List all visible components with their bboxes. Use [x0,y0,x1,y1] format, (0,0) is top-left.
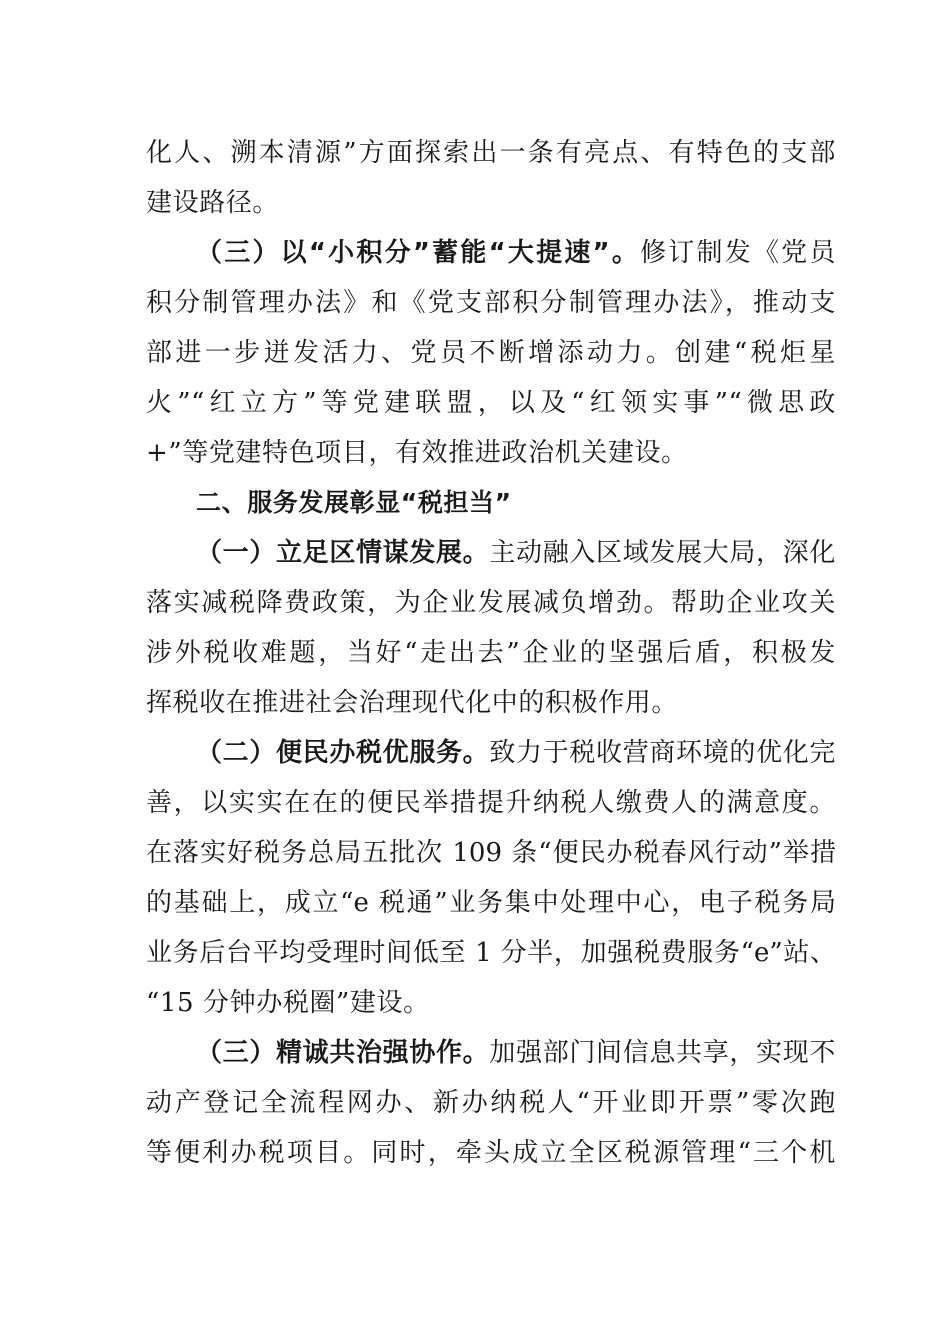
paragraph-first-line [196,1036,836,1070]
paragraph-line: 动产登记全流程网办、新办纳税人“开业即开票”零次跑 [146,1088,836,1118]
paragraph-line: 善，以实实在在的便民举措提升纳税人缴费人的满意度。 [146,788,836,818]
paragraph-line: 在落实好税务总局五批次 109 条“便民办税春风行动”举措 [146,838,836,868]
paragraph-line: 涉外税收难题，当好“走出去”企业的坚强后盾，积极发 [146,638,836,668]
paragraph-line: 火”“红立方”等党建联盟，以及“红领实事”“微思政 [146,388,836,418]
paragraph-first-line [196,536,836,570]
paragraph-line: 的基础上，成立“e 税通”业务集中处理中心，电子税务局 [146,888,836,918]
paragraph-line: 建设路径。 [146,188,280,218]
paragraph-lead: （三）以“小积分”蓄能“大提速”。 [196,238,641,268]
paragraph-first-line [196,236,836,270]
paragraph-text: 加强部门间信息共享，实现不 [489,1038,836,1068]
paragraph-line: 等便利办税项目。同时，牵头成立全区税源管理“三个机 [146,1138,836,1168]
paragraph-lead: （二）便民办税优服务。 [196,738,490,768]
paragraph-text: 修订制发《党员 [640,238,836,268]
paragraph-line: 业务后台平均受理时间低至 1 分半，加强税费服务“e”站、 [146,938,836,968]
paragraph-lead: （一）立足区情谋发展。 [196,538,490,568]
paragraph-text: 主动融入区域发展大局，深化 [489,538,836,568]
paragraph-first-line [196,736,836,770]
paragraph-line: 部进一步迸发活力、党员不断增添动力。创建“税炬星 [146,338,836,368]
paragraph-line: 挥税收在推进社会治理现代化中的积极作用。 [146,688,679,718]
paragraph-line: 积分制管理办法》和《党支部积分制管理办法》，推动支 [146,288,836,318]
paragraph-line: “15 分钟办税圈”建设。 [146,988,430,1018]
paragraph-line: +”等党建特色项目，有效推进政治机关建设。 [146,438,688,468]
paragraph-text: 致力于税收营商环境的优化完 [489,738,836,768]
paragraph-line: 化人、溯本清源”方面探索出一条有亮点、有特色的支部 [146,138,836,168]
paragraph-lead: （三）精诚共治强协作。 [196,1038,490,1068]
paragraph-line: 落实减税降费政策，为企业发展减负增劲。帮助企业攻关 [146,588,836,618]
section-heading: 二、服务发展彰显“税担当” [196,488,512,517]
